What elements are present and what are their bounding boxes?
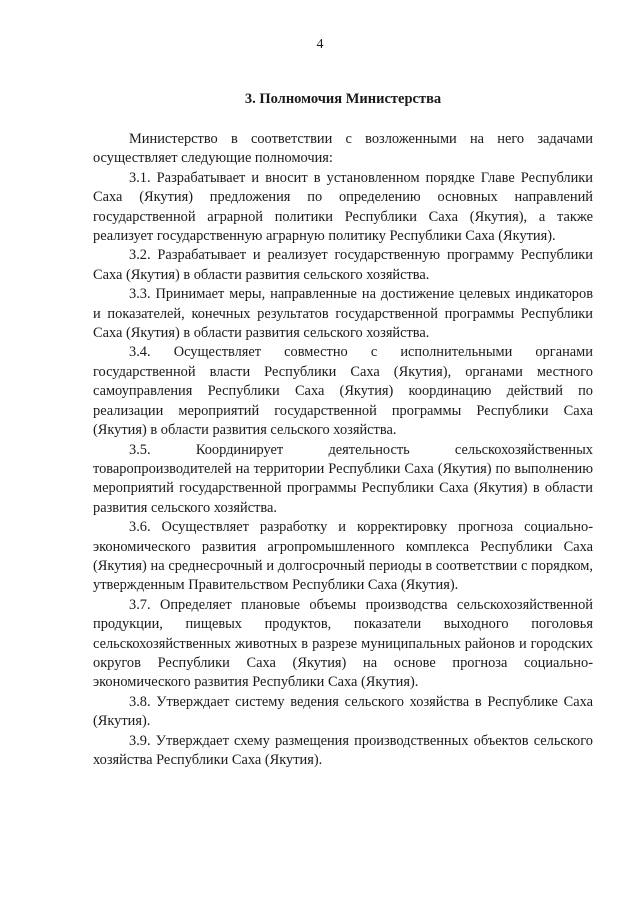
clause-3-3: 3.3. Принимает меры, направленные на достижение целевых индикаторов и показателей, конечных результатов государственной программы Республики Саха (Якутия) в области развития сельского хозяйства.: [93, 286, 593, 342]
page-number: 4: [316, 37, 324, 52]
clause-3-2: 3.2. Разрабатывает и реализует государственную программу Республики Саха (Якутия) в области развития сельского хозяйства.: [93, 247, 593, 283]
intro-paragraph: Министерство в соответствии с возложенными на него задачами осуществляет следующие полномочия:: [93, 131, 593, 167]
clause-3-1: 3.1. Разрабатывает и вносит в установленном порядке Главе Республики Саха (Якутия) предложения по определению основных направлений государственной аграрной политики Республики Саха (Якутия), а также реализует государственную аграрную политику Республики Саха (Якутия).: [93, 169, 593, 245]
section-title: 3. Полномочия Министерства: [244, 91, 442, 107]
clause-3-9: 3.9. Утверждает схему размещения производственных объектов сельского хозяйства Республики Саха (Якутия).: [93, 732, 593, 768]
clause-3-6: 3.6. Осуществляет разработку и корректировку прогноза социально-экономического развития агропромышленного комплекса Республики Саха (Якутия) на среднесрочный и долгосрочный периоды в соответствии с порядком, утвержденным Правительством Республики Саха (Якутия).: [93, 519, 593, 594]
clause-3-5: 3.5. Координирует деятельность сельскохозяйственных товаропроизводителей на территории Республики Саха (Якутия) по выполнению мероприятий государственной программы Республики Саха (Якутия) в области развития сельского хозяйства.: [93, 441, 593, 516]
section-body: [93, 130, 593, 770]
clause-3-7: 3.7. Определяет плановые объемы производства сельскохозяйственной продукции, пищевых продуктов, показатели выходного поголовья сельскохозяйственных животных в разрезе муниципальных районов и городских округов Республики Саха (Якутия) на основе прогноза социально-экономического развития Республики Саха (Якутия).: [93, 596, 593, 691]
clause-3-4: 3.4. Осуществляет совместно с исполнительными органами государственной власти Республики Саха (Якутия), органами местного самоуправления Республики Саха (Якутия) координацию действий по реализации мероприятий государственной программы Республики Саха (Якутия) в области развития сельского хозяйства.: [93, 344, 593, 439]
clause-3-8: 3.8. Утверждает систему ведения сельского хозяйства в Республике Саха (Якутия).: [93, 693, 593, 730]
